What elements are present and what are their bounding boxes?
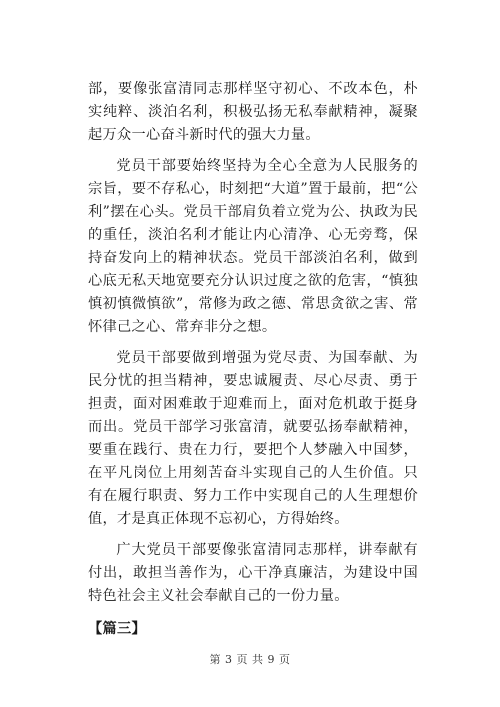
paragraph-2: 党员干部要始终坚持为全心全意为人民服务的宗旨，要不存私心，时刻把“大道”置于最前，把“公利”摆在心头。党员干部肩负着立党为公、执政为民的重任，淡泊名利才能让内心清净、心无旁骛，保持奋发向上的精神状态。党员干部淡泊名利，做到心底无私天地宽要充分认识过度之欲的危害，“慎独慎初慎微慎欲”，常修为政之德、常思贪欲之害、常怀律己之心、常弃非分之想。	[88, 158, 418, 335]
paragraph-3: 党员干部要做到增强为党尽责、为国奉献、为民分忧的担当精神，要忠诚履责、尽心尽责、勇于担责，面对困难敢于迎难而上，面对危机敢于挺身而出。党员干部学习张富清，就要弘扬奉献精神，要重在践行、贵在力行，要把个人梦融入中国梦，在平凡岗位上用刻苦奋斗实现自己的人生价值。只有在履行职责、努力工作中实现自己的人生理想价值，才是真正体现不忘初心，方得始终。	[88, 350, 418, 527]
document-body	[88, 78, 418, 641]
paragraph-1: 部，要像张富清同志那样坚守初心、不改本色，朴实纯粹、淡泊名利，积极弘扬无私奉献精神，凝聚起万众一心奋斗新时代的强大力量。	[88, 81, 418, 143]
section-heading: 【篇三】	[88, 621, 146, 637]
page-footer: 第 3 页 共 9 页	[209, 653, 291, 666]
paragraph-4: 广大党员干部要像张富清同志那样，讲奉献有付出，敢担当善作为，心干净真廉洁，为建设中国特色社会主义社会奉献自己的一份力量。	[88, 542, 418, 604]
